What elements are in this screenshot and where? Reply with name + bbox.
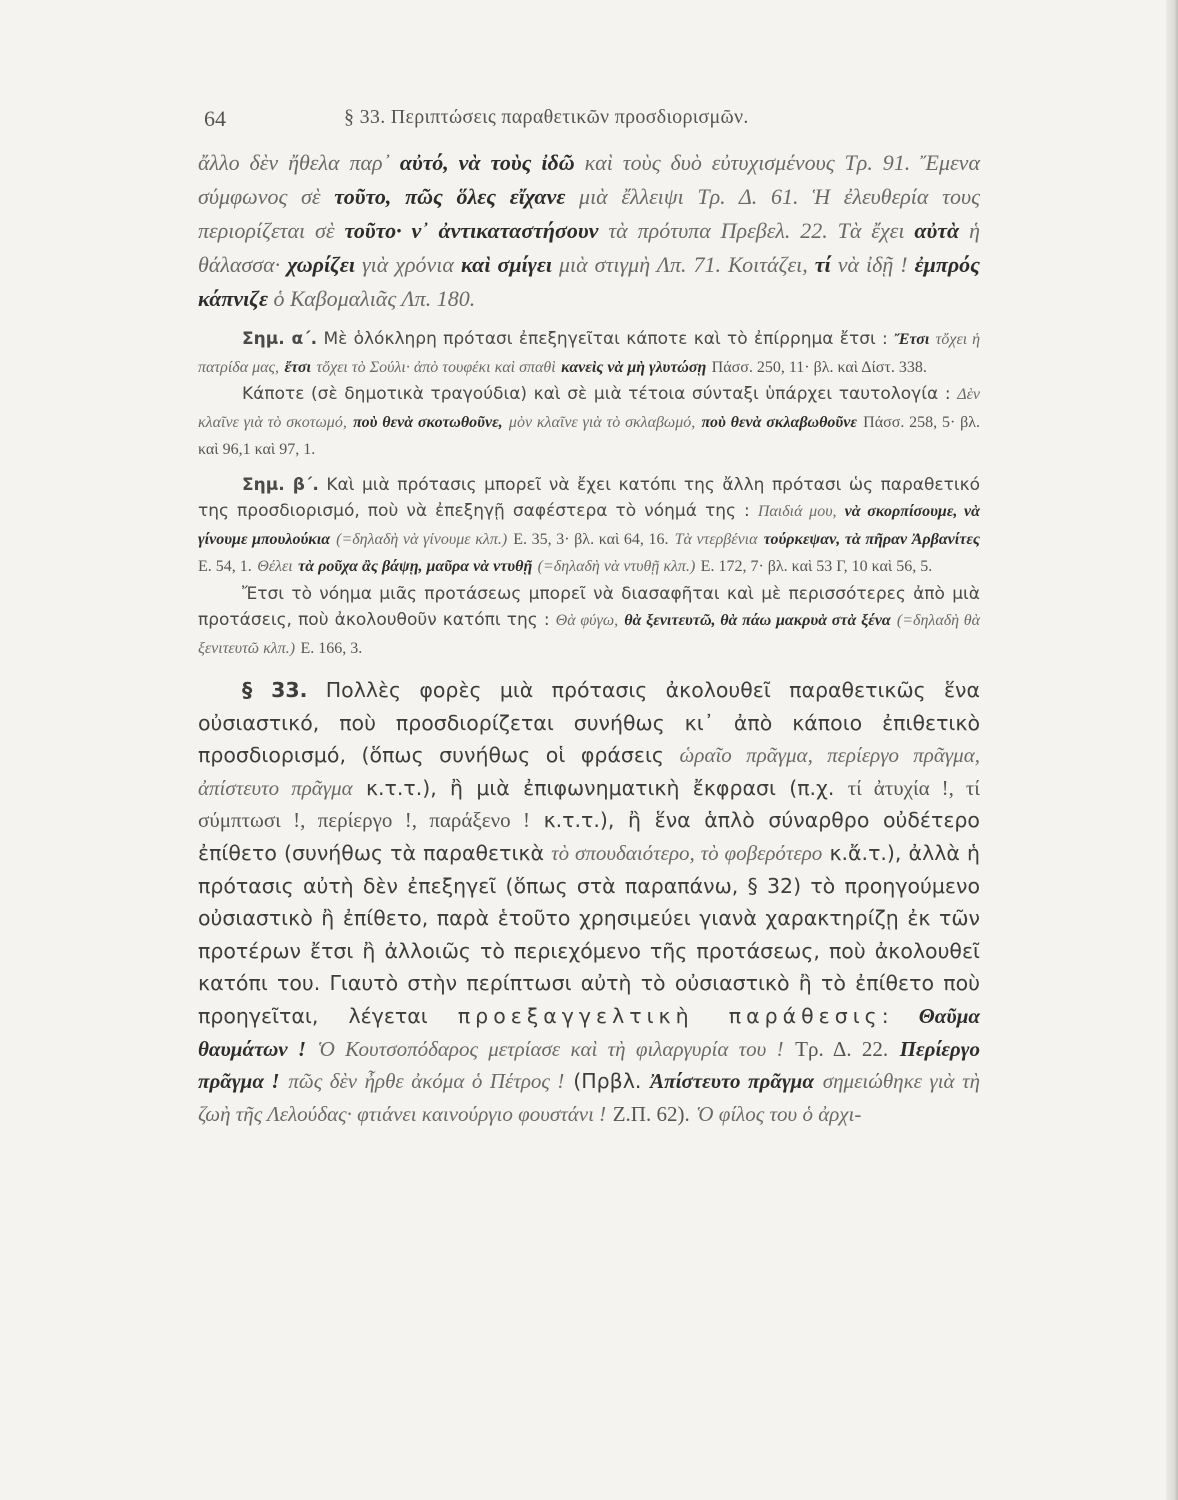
text-run: μιὰ ἔλλειψι Τρ. Δ. 61. Ἡ ἐλευθερία τους περιορίζεται σὲ — [198, 184, 981, 243]
text-run: καὶ τοὺς δυὸ εὐτυχισμένους Τρ. 91. Ἔμενα σύμφωνος σὲ — [198, 150, 980, 209]
emphasis-run: ποὺ θενὰ σκοτωθοῦνε, — [353, 413, 503, 431]
text-run: μὸν κλαῖνε γιὰ τὸ σκλαβωμό, — [508, 413, 696, 431]
spaced-term: προεξαγγελτικὴ παράθεσις — [457, 1003, 882, 1028]
reference: Ε. 54, 1. — [198, 558, 252, 575]
emphasis-run: καὶ σμίγει — [460, 252, 552, 277]
text-run: Κάποτε (σὲ δημοτικὰ τραγούδια) καὶ σὲ μιὰ τέτοια σύνταξι ὑπάρχει ταυτολογία : — [242, 384, 951, 404]
emphasis-run: τούρκεψαν, τὰ πῆραν Ἀρβανίτες — [763, 530, 981, 548]
emphasis-run: νὰ σκορπίσουμε, νὰ γίνουμε μπουλούκια — [198, 503, 981, 548]
emphasis-run: χωρίζει — [287, 252, 355, 277]
text-run: Μὲ ὁλόκληρη πρότασι ἐπεξηγεῖται κάποτε καὶ τὸ ἐπίρρημα ἔτσι : — [323, 329, 888, 349]
emphasis-run: αὐτὰ — [914, 218, 960, 243]
section-33-paragraph — [198, 674, 980, 1130]
page-header — [204, 106, 1004, 136]
emphasis-run: Ἀπίστευτο πρᾶγμα — [650, 1069, 814, 1094]
text-run: τὄχει τὸ Σούλι· ἀπὸ τουφέκι καὶ σπαθὶ — [316, 358, 556, 376]
emphasis-run: κανεὶς νὰ μὴ γλυτώσῃ — [561, 358, 707, 376]
emphasis-run: τὰ ροῦχα ἂς βάψῃ, μαῦρα νὰ ντυθῇ — [298, 558, 533, 575]
note-label: Σημ. β΄. — [242, 474, 319, 495]
reference: Πάσσ. 250, 11· βλ. καὶ Δίστ. 338. — [711, 358, 927, 376]
text-run: Θὰ φύγω, — [555, 612, 619, 629]
page-edge — [1166, 0, 1178, 1500]
text-run: ἄλλο δὲν ἤθελα παρ᾽ — [198, 150, 390, 175]
examples-paragraph — [198, 146, 980, 316]
reference: Ε. 166, 3. — [300, 639, 363, 657]
page-content — [198, 146, 980, 1130]
text-run: μιὰ στιγμὴ Λπ. 71. Κοιτάζει, — [558, 252, 808, 277]
emphasis-run: αὐτό, νὰ τοὺς ἰδῶ — [399, 150, 575, 175]
text-run: κ.τ.τ.), ἢ μιὰ ἐπιφωνηματικὴ ἔκφρασι (π.χ. — [365, 775, 835, 800]
text-run: κ.τ.τ.), ἢ ἕνα ἁπλὸ σύναρθρο οὐδέτερο ἐπίθετο (συνήθως τὰ παραθετικὰ — [198, 808, 980, 865]
text-run: Ἔτσι τὸ νόημα μιᾶς προτάσεως μπορεῖ νὰ διασαφῆται καὶ μὲ περισσότερες ἀπὸ μιὰ προτάσεις, ποὺ ἀκολουθοῦν κατόπι της : — [198, 583, 980, 630]
text-run: (=δηλαδὴ νὰ γίνουμε κλπ.) — [336, 530, 508, 548]
note-alpha-continued — [198, 381, 980, 464]
emphasis-run: ἐμπρός κάπνιζε — [198, 252, 980, 311]
emphasis-run: Περίεργο πρᾶγμα ! — [198, 1036, 980, 1094]
text-run: Θέλει — [257, 558, 293, 575]
text-run: : — [881, 1003, 889, 1028]
text-run: (Πρβλ. — [573, 1069, 642, 1094]
emphasis-run: Ἔτσι — [894, 331, 930, 348]
text-run: ἡ θάλασσα· — [198, 218, 981, 277]
emphasis-run: θὰ ξενιτευτῶ, θὰ πάω μακρυὰ στὰ ξένα — [624, 612, 891, 629]
text-run: Ὁ φίλος του ὁ ἀρχι- — [696, 1101, 862, 1126]
text-run: νὰ ἰδῇ ! — [837, 252, 908, 277]
note-alpha — [198, 326, 980, 381]
text-run: (=δηλαδὴ θὰ ξενιτευτῶ κλπ.) — [198, 612, 981, 657]
text-run: τί ἀτυχία !, τί σύμπτωσι !, περίεργο !, παράξενο ! — [198, 775, 980, 833]
text-run: τὸ σπουδαιότερο, τὸ φοβερότερο — [551, 840, 823, 865]
emphasis-run: τί — [814, 252, 831, 277]
text-run: κ.ἄ.τ.), ἀλλὰ ἡ πρότασις αὐτὴ δὲν ἐπεξηγεῖ (ὅπως στὰ παραπάνω, § 32) τὸ προηγούμενο οὐσιαστικὸ ἢ ἐπίθετο, παρὰ ἑτοῦτο χρησιμεύει γιανὰ χαρακτηρίζῃ ἐκ τῶν προτέρων ἔτσι ἢ ἀλλοιῶς τὸ περιεχόμενο τῆς προτάσεως, ποὺ ἀκολουθεῖ κατόπι του. Γιαυτὸ στὴν περίπτωσι αὐτὴ τὸ οὐσιαστικὸ ἢ τὸ ἐπίθετο ποὺ προηγεῖται, λέγεται — [198, 840, 980, 1028]
text-run: γιὰ χρόνια — [361, 252, 454, 277]
note-beta — [198, 472, 980, 581]
text-run: Δὲν κλαῖνε γιὰ τὸ σκοτωμό, — [198, 386, 980, 431]
running-head: § 33. Περιπτώσεις παραθετικῶν προσδιορισμῶν. — [344, 106, 749, 128]
text-run: (=δηλαδὴ νὰ ντυθῇ κλπ.) — [537, 558, 696, 575]
text-run: ὡραῖο πρᾶγμα, περίεργο πρᾶγμα, ἀπίστευτο πρᾶγμα — [198, 743, 980, 800]
text-run: Ὁ Κουτσοπόδαρος μετρίασε καὶ τὴ φιλαργυρία του ! — [317, 1036, 784, 1061]
text-run: Παιδιά μου, — [757, 503, 837, 520]
text-run: Τὰ ντερβένια — [674, 530, 758, 548]
page-number: 64 — [204, 106, 226, 131]
emphasis-run: Θαῦμα θαυμάτων ! — [198, 1003, 980, 1061]
emphasis-run: τοῦτο· ν᾽ ἀντικαταστήσουν — [344, 218, 599, 243]
emphasis-run: ποὺ θενὰ σκλαβωθοῦνε — [701, 413, 857, 431]
text-run: σημειώθηκε γιὰ τὴ ζωὴ τῆς Λελούδας· φτιάνει καινούργιο φουστάνι ! — [198, 1069, 980, 1126]
note-beta-continued — [198, 581, 980, 663]
note-label: Σημ. α΄. — [242, 329, 318, 349]
reference: Πάσσ. 258, 5· βλ. καὶ 96,1 καὶ 97, 1. — [198, 413, 981, 458]
reference: Ζ.Π. 62). — [612, 1101, 690, 1126]
reference: Τρ. Δ. 22. — [795, 1036, 889, 1061]
text-run: τὄχει ἡ πατρίδα μας, — [198, 331, 981, 376]
section-label: § 33. — [242, 678, 308, 702]
text-run: τὰ πρότυπα Πρεβελ. 22. Τὰ ἔχει — [608, 218, 905, 243]
text-run: ὁ Καβομαλιᾶς Λπ. 180. — [273, 286, 476, 311]
emphasis-run: τοῦτο, πῶς ὅλες εἴχανε — [334, 184, 566, 209]
reference: Ε. 35, 3· βλ. καὶ 64, 16. — [513, 530, 669, 548]
emphasis-run: ἔτσι — [284, 358, 311, 376]
text-run: πῶς δὲν ἦρθε ἀκόμα ὁ Πέτρος ! — [288, 1069, 565, 1094]
text-run: Πολλὲς φορὲς μιὰ πρότασις ἀκολουθεῖ παραθετικῶς ἕνα οὐσιαστικό, ποὺ προσδιορίζεται συνήθως κι᾽ ἀπὸ κάποιο ἐπιθετικὸ προσδιορισμό, (ὅπως συνήθως οἱ φράσεις — [198, 678, 980, 768]
text-run: Καὶ μιὰ πρότασις μπορεῖ νὰ ἔχει κατόπι της ἄλλη πρότασι ὡς παραθετικό της προσδιορισμό, ποὺ νὰ ἐπεξηγῇ σαφέστερα τὸ νόημά της : — [198, 474, 981, 521]
reference: Ε. 172, 7· βλ. καὶ 53 Γ, 10 καὶ 56, 5. — [700, 558, 933, 575]
